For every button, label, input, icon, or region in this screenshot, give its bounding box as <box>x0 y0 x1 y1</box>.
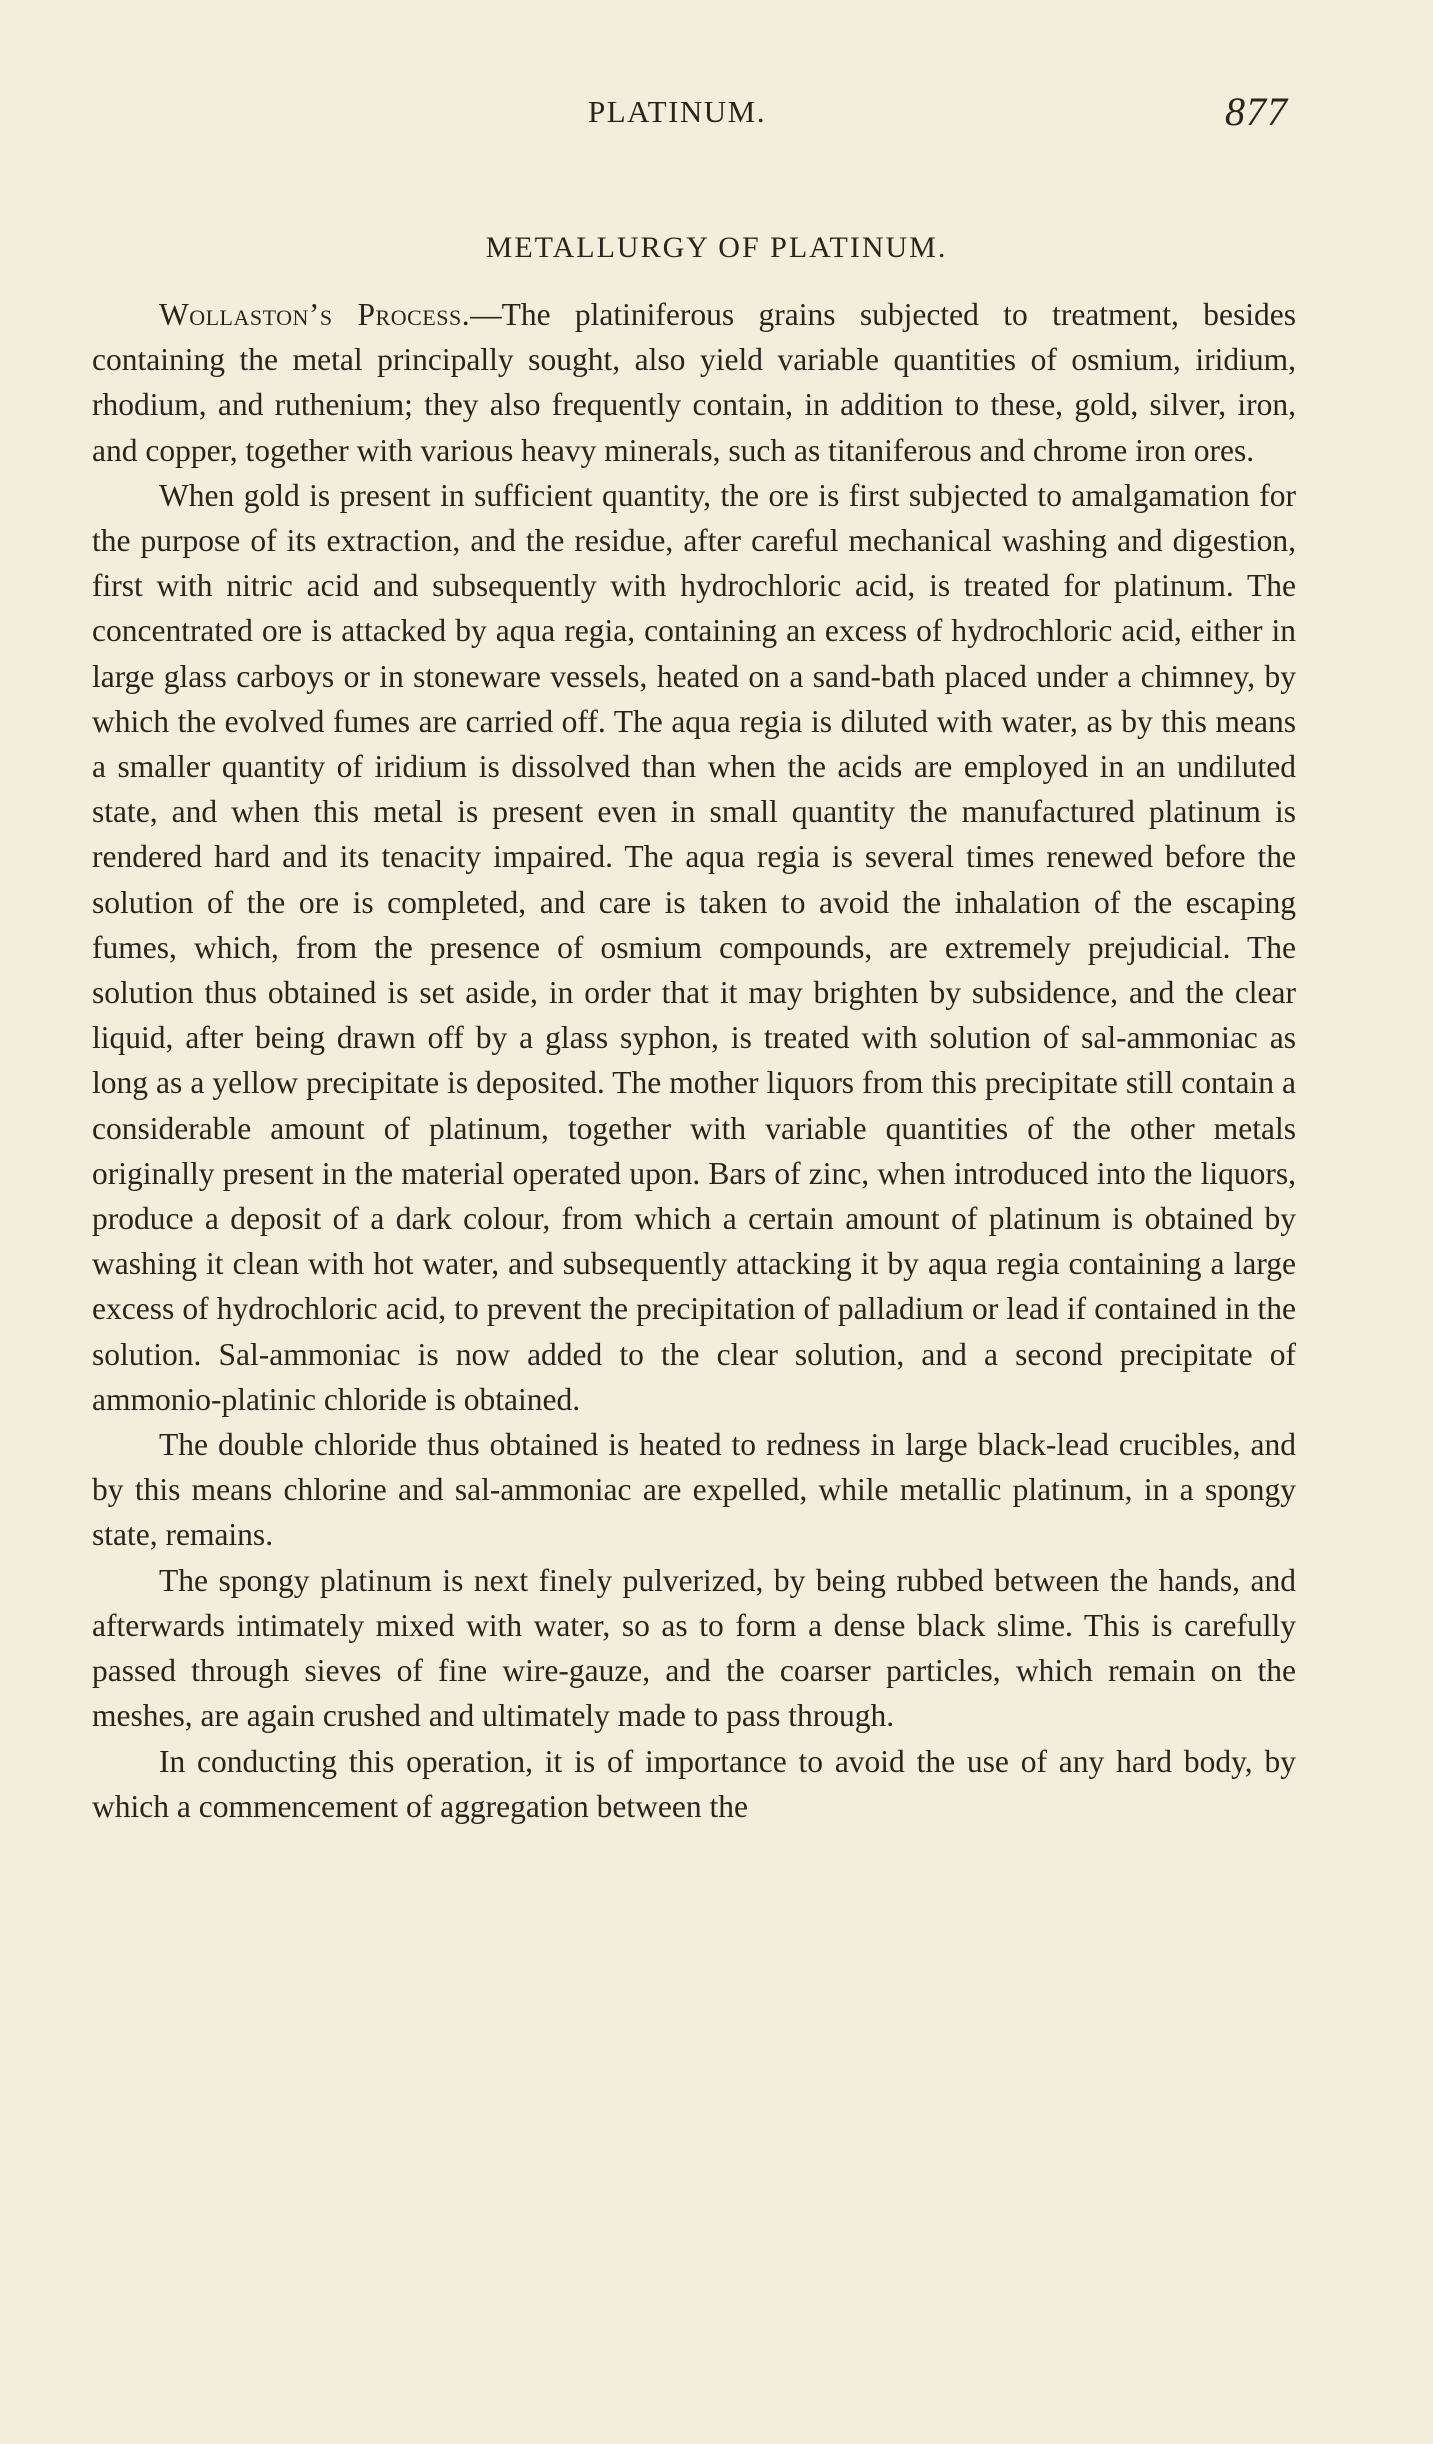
body-text <box>92 292 1296 1829</box>
paragraph-lead: Wollaston’s Process. <box>159 297 471 332</box>
paragraph: The double chloride thus obtained is heated to redness in large black-lead crucibles, and by this means chlorine and sal-ammoniac are expelled, while metallic platinum, in a spongy state, remains. <box>92 1427 1296 1553</box>
paragraph: When gold is present in sufficient quantity, the ore is first subjected to amalgamation for the purpose of its extraction, and the residue, after careful mechanical washing and digestion, first with nitric acid and subsequently with hydrochloric acid, is treated for platinum. The concentrated ore is attacked by aqua regia, containing an excess of hydrochloric acid, either in large glass carboys or in stoneware vessels, heated on a sand-bath placed under a chimney, by which the evolved fumes are carried off. The aqua regia is diluted with water, as by this means a smaller quantity of iridium is dissolved than when the acids are employed in an undiluted state, and when this metal is present even in small quantity the manufactured platinum is rendered hard and its tenacity impaired. The aqua regia is several times renewed before the solution of the ore is completed, and care is taken to avoid the inhalation of the escaping fumes, which, from the presence of osmium compounds, are extremely prejudicial. The solution thus obtained is set aside, in order that it may brighten by subsidence, and the clear liquid, after being drawn off by a glass syphon, is treated with solution of sal-ammoniac as long as a yellow precipitate is deposited. The mother liquors from this precipitate still contain a considerable amount of platinum, together with variable quantities of the other metals originally present in the material operated upon. Bars of zinc, when introduced into the liquors, produce a deposit of a dark colour, from which a certain amount of platinum is obtained by washing it clean with hot water, and subsequently attacking it by aqua regia containing a large excess of hydrochloric acid, to prevent the precipitation of palladium or lead if contained in the solution. Sal-ammoniac is now added to the clear solution, and a second precipitate of ammonio-platinic chloride is obtained. <box>92 477 1296 1417</box>
paragraph: In conducting this operation, it is of importance to avoid the use of any hard body, by which a commencement of aggregation between the <box>92 1743 1296 1824</box>
section-heading: METALLURGY OF PLATINUM. <box>485 231 948 264</box>
running-title: PLATINUM. <box>588 94 766 129</box>
running-head <box>0 88 1433 136</box>
paragraph-text: —The platiniferous grains subjected to treatment, besides containing the metal principally sought, also yield variable quantities of osmium, iridium, rhodium, and ruthenium; they also frequently contain, in addition to these, gold, silver, iron, and copper, together with various heavy minerals, such as titaniferous and chrome iron ores. <box>92 297 1296 468</box>
page-number: 877 <box>1225 89 1288 134</box>
paragraph <box>92 292 1296 473</box>
paragraph: The spongy platinum is next finely pulverized, by being rubbed between the hands, and afterwards intimately mixed with water, so as to form a dense black slime. This is carefully passed through sieves of fine wire-gauze, and the coarser particles, which remain on the meshes, are again crushed and ultimately made to pass through. <box>92 1562 1296 1734</box>
